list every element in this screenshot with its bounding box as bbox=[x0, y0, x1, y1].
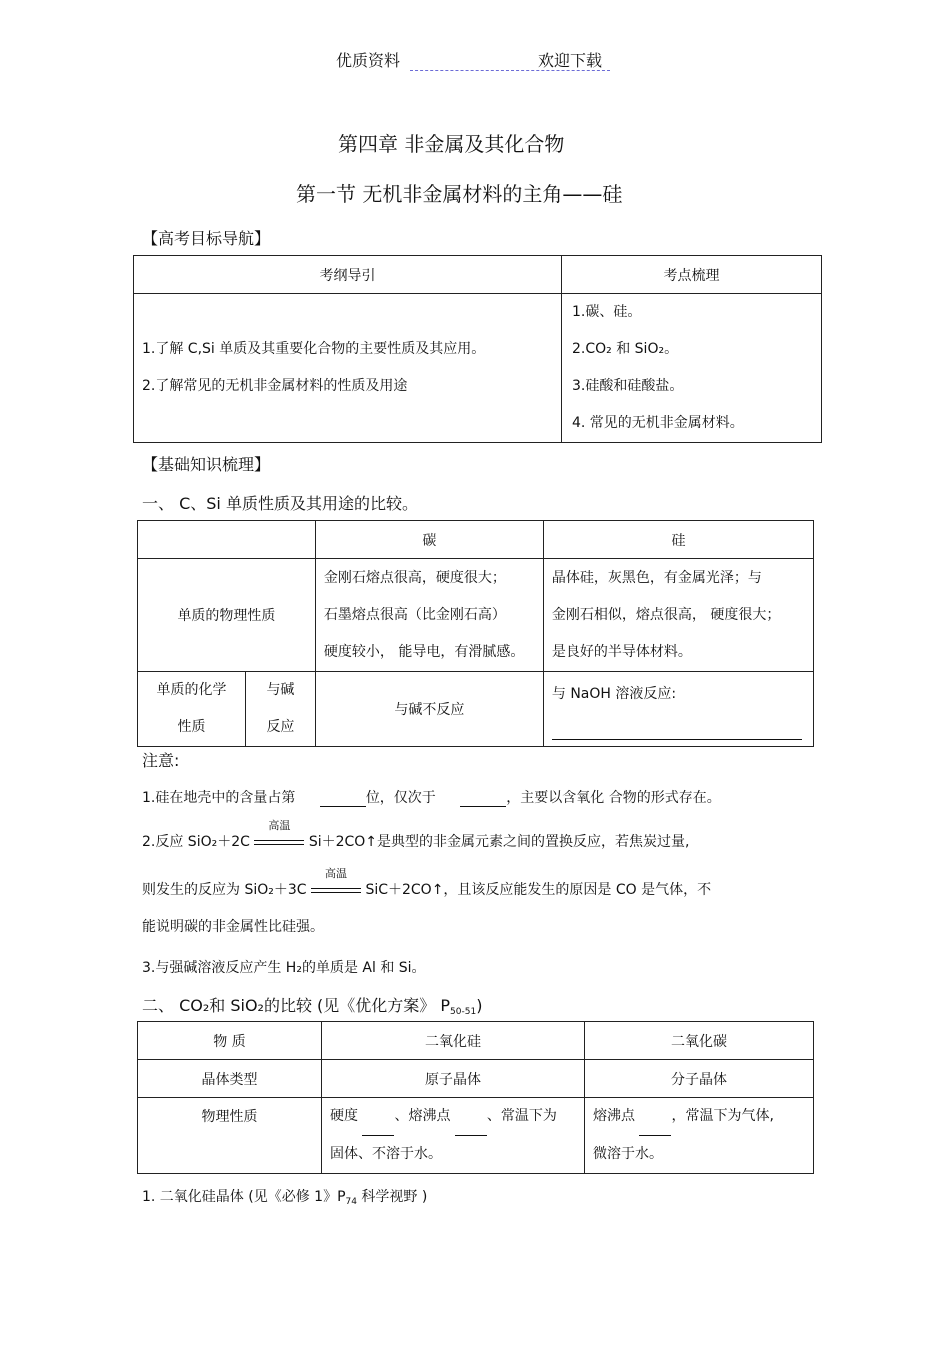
row2-sublabel-line: 反应 bbox=[266, 719, 295, 735]
part2-h-co2: 二氧化碳 bbox=[585, 1022, 814, 1060]
goals-col2-item: 4. 常见的无机非金属材料。 bbox=[572, 415, 744, 431]
last-line-b: 科学视野 ) bbox=[356, 1189, 428, 1205]
sio2-phys-d: 固体、不溶于水。 bbox=[330, 1146, 442, 1162]
co2-phys-b: ，常温下为气体, bbox=[671, 1108, 774, 1124]
reaction-arrow-2 bbox=[311, 867, 361, 898]
last-line-a: 1. 二氧化硅晶体 (见《必修 1》P bbox=[142, 1189, 346, 1205]
part2-r1-label: 晶体类型 bbox=[138, 1060, 322, 1098]
silicon-chem-blank[interactable] bbox=[552, 713, 802, 740]
header-left: 优质资料 bbox=[336, 51, 401, 70]
carbon-phys-line: 金刚石熔点很高，硬度很大； bbox=[323, 569, 506, 586]
chapter-title: 第四章 非金属及其化合物 bbox=[338, 132, 565, 156]
co2-phys-a: 熔沸点 bbox=[593, 1108, 635, 1124]
part1-col-carbon: 碳 bbox=[315, 521, 543, 559]
part2-heading-text: 二、 CO₂和 SiO₂的比较 (见《优化方案》 P bbox=[142, 996, 451, 1015]
goals-col2-item: 2.CO₂ 和 SiO₂。 bbox=[572, 341, 679, 357]
reaction-condition-2: 高温 bbox=[325, 867, 347, 880]
silicon-phys-cell bbox=[543, 559, 813, 672]
part1-row2-sublabel bbox=[246, 672, 316, 747]
part2-r2-co2 bbox=[585, 1098, 814, 1174]
row2-sublabel-line: 与碱 bbox=[266, 682, 295, 698]
goals-heading: 【高考目标导航】 bbox=[142, 229, 271, 248]
carbon-chem-cell: 与碱不反应 bbox=[315, 672, 543, 747]
basics-heading: 【基础知识梳理】 bbox=[142, 455, 271, 474]
sio2-hardness-blank[interactable] bbox=[362, 1098, 394, 1136]
part2-h-substance: 物 质 bbox=[138, 1022, 322, 1060]
part2-r1-sio2: 原子晶体 bbox=[322, 1060, 585, 1098]
goals-table bbox=[133, 255, 822, 443]
last-line bbox=[142, 1186, 427, 1206]
goals-col1-cell bbox=[134, 294, 562, 443]
row2-label-line: 性质 bbox=[177, 719, 206, 735]
sio2-mp-blank[interactable] bbox=[455, 1098, 487, 1136]
part2-heading-sub: 50-51 bbox=[450, 1007, 477, 1017]
goals-col2-item: 3.硅酸和硅酸盐。 bbox=[572, 378, 684, 394]
note-3: 3.与强碱溶液反应产生 H₂的单质是 Al 和 Si。 bbox=[142, 960, 426, 976]
silicon-chem-cell bbox=[543, 672, 813, 747]
note-1 bbox=[142, 787, 721, 807]
part1-col-silicon: 硅 bbox=[543, 521, 813, 559]
goals-col1-item: 2.了解常见的无机非金属材料的性质及用途 bbox=[142, 378, 408, 394]
note2-text-d: SiC＋2CO↑，且该反应能发生的原因是 CO 是气体，不 bbox=[365, 882, 712, 898]
carbon-phys-line: 硬度较小， 能导电，有滑腻感。 bbox=[323, 643, 525, 660]
co2-phys-c: 微溶于水。 bbox=[593, 1146, 663, 1162]
part2-r1-co2: 分子晶体 bbox=[585, 1060, 814, 1098]
note2-text-a: 2.反应 SiO₂＋2C bbox=[142, 834, 250, 850]
part1-table bbox=[137, 520, 814, 747]
note1-blank-1[interactable] bbox=[320, 790, 366, 807]
note1-text-a: 1.硅在地壳中的含量占第 bbox=[142, 790, 296, 806]
sio2-phys-c: 、常温下为 bbox=[486, 1108, 557, 1124]
co2-mp-blank[interactable] bbox=[639, 1098, 671, 1136]
carbon-phys-line: 石墨熔点很高（比金刚石高） bbox=[323, 606, 506, 623]
note2-text-b: Si＋2CO↑是典型的非金属元素之间的置换反应，若焦炭过量, bbox=[308, 834, 690, 850]
sio2-phys-b: 、熔沸点 bbox=[394, 1108, 451, 1124]
reaction-arrow-1 bbox=[254, 819, 304, 850]
part1-corner-cell bbox=[138, 521, 316, 559]
notes-heading: 注意: bbox=[142, 751, 180, 770]
goals-col1-header: 考纲导引 bbox=[134, 256, 562, 294]
part2-r2-sio2 bbox=[322, 1098, 585, 1174]
note-2 bbox=[142, 819, 690, 851]
note2-text-c: 则发生的反应为 SiO₂＋3C bbox=[142, 882, 307, 898]
section-title: 第一节 无机非金属材料的主角——硅 bbox=[296, 182, 623, 206]
part2-r2-label: 物理性质 bbox=[138, 1098, 322, 1174]
sio2-phys-a: 硬度 bbox=[330, 1108, 358, 1124]
note-2-cont bbox=[142, 867, 712, 899]
part2-table bbox=[137, 1021, 814, 1174]
note1-blank-2[interactable] bbox=[460, 790, 506, 807]
part1-row1-label: 单质的物理性质 bbox=[138, 559, 316, 672]
reaction-condition-1: 高温 bbox=[268, 819, 291, 832]
part1-heading: 一、 C、Si 单质性质及其用途的比较。 bbox=[142, 494, 418, 513]
silicon-phys-line: 晶体硅，灰黑色，有金属光泽；与 bbox=[551, 569, 762, 586]
goals-col2-cell bbox=[562, 294, 822, 443]
silicon-phys-line: 是良好的半导体材料。 bbox=[551, 643, 692, 660]
part1-row2-label bbox=[138, 672, 246, 747]
silicon-chem-text: 与 NaOH 溶液反应: bbox=[551, 685, 677, 702]
row2-label-line: 单质的化学 bbox=[156, 682, 227, 698]
header-right: 欢迎下载 bbox=[538, 51, 603, 70]
part2-h-sio2: 二氧化硅 bbox=[322, 1022, 585, 1060]
part2-heading-end: ) bbox=[476, 996, 483, 1015]
note-2-end: 能说明碳的非金属性比硅强。 bbox=[142, 919, 324, 935]
goals-col1-item: 1.了解 C,Si 单质及其重要化合物的主要性质及其应用。 bbox=[142, 341, 486, 357]
silicon-phys-line: 金刚石相似，熔点很高， 硬度很大； bbox=[551, 606, 781, 623]
note1-text-c: ，主要以含氧化 bbox=[506, 790, 605, 806]
note1-text-b: 位，仅次于 bbox=[365, 790, 436, 806]
carbon-phys-cell bbox=[315, 559, 543, 672]
part2-heading bbox=[142, 993, 482, 1016]
last-line-sub: 74 bbox=[345, 1197, 357, 1207]
goals-col2-item: 1.碳、硅。 bbox=[572, 304, 642, 320]
goals-col2-header: 考点梳理 bbox=[562, 256, 822, 294]
note1-text-d: 合物的形式存在。 bbox=[608, 790, 721, 806]
